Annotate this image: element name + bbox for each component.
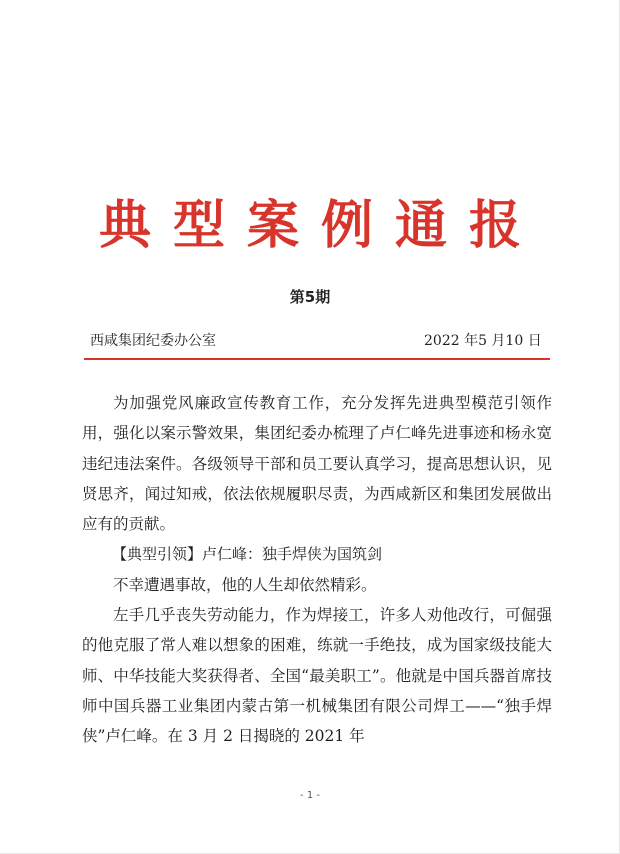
section-heading: 【典型引领】卢仁峰：独手焊侠为国筑剑 [112, 545, 383, 564]
red-divider-line [84, 358, 550, 360]
body-paragraph: 不幸遭遇事故，他的人生却依然精彩。 [113, 575, 377, 594]
page-number: - 1 - [300, 790, 320, 801]
document-body [82, 388, 552, 752]
issuing-office: 西咸集团纪委办公室 [90, 333, 216, 349]
issue-date: 2022 年5 月10 日 [424, 333, 542, 349]
document-title: 典型案例通报 [98, 195, 543, 256]
body-paragraph: 左手几乎丧失劳动能力，作为焊接工，许多人劝他改行，可倔强的他克服了常人难以想象的困难，练就一手绝技，成为国家级技能大师、中华技能大奖获得者、全国“最美职工”。他就是中国兵器首席技师中国兵器工业集团内蒙古第一机械集团有限公司焊工——“独手焊侠”卢仁峰。在 3 月 2 日揭晓的 2021 年 [82, 606, 552, 746]
intro-paragraph: 为加强党风廉政宣传教育工作，充分发挥先进典型模范引领作用，强化以案示警效果，集团纪委办梳理了卢仁峰先进事迹和杨永宽违纪违法案件。各级领导干部和员工要认真学习，提高思想认识，见贤思齐，闻过知戒，依法依规履职尽责，为西咸新区和集团发展做出应有的贡献。 [82, 394, 552, 534]
issue-number: 第5期 [289, 288, 331, 306]
